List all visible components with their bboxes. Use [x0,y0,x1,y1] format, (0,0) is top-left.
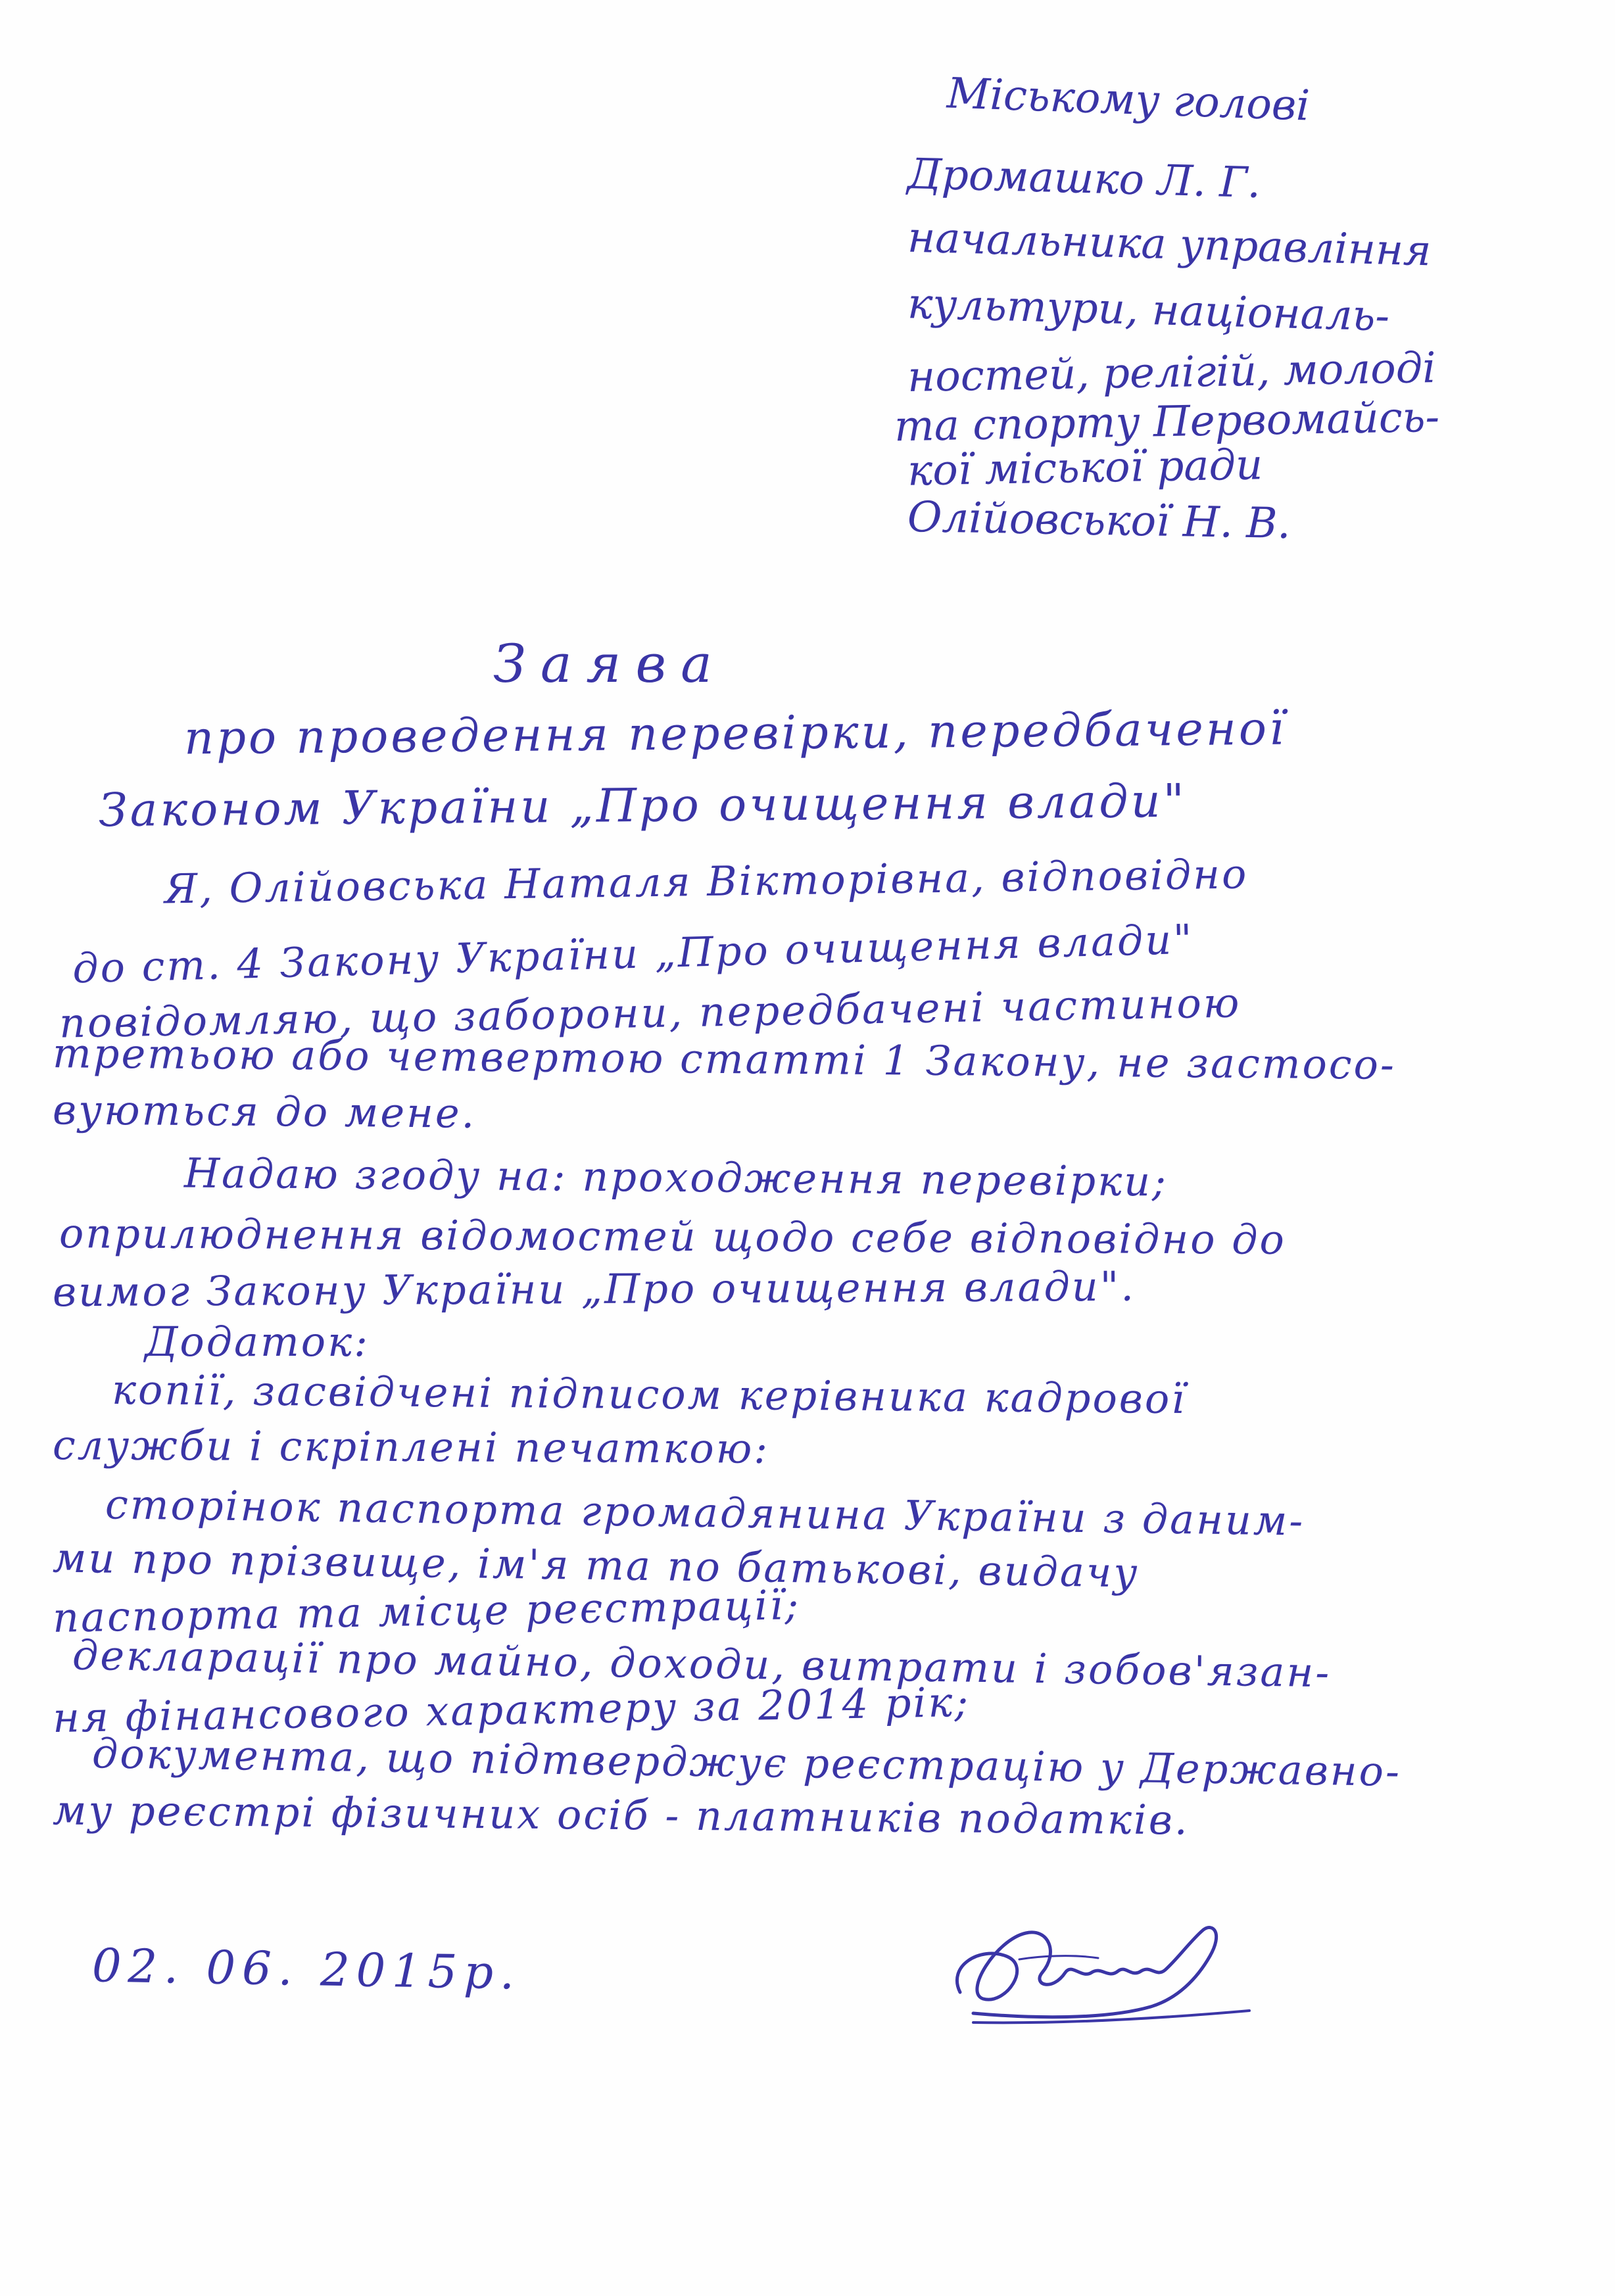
body-line: копії, засвідчені підписом керівника кадрової [111,1365,1187,1423]
body-line: третьою або четвертою статті 1 Закону, не застосо- [52,1029,1397,1089]
body-line: ми про прізвище, ім'я та по батькові, видачу [52,1533,1140,1597]
addressee-line: начальника управління [907,213,1432,276]
body-line: повідомляю, що заборони, передбачені частиною [59,978,1241,1047]
subject-line: про проведення перевірки, передбаченої [183,701,1287,765]
body-line: оприлюднення відомостей щодо себе відповідно до [59,1209,1287,1264]
body-line: Я, Олійовська Наталя Вікторівна, відповідно [164,849,1249,913]
signature [934,1894,1276,2045]
addressee-line: та спорту Первомайсь- [894,393,1440,452]
document-date: 02. 06. 2015р. [91,1938,522,2000]
body-line: служби і скріплені печаткою: [52,1421,770,1473]
body-line: до ст. 4 Закону України „Про очищення влади" [72,915,1195,993]
body-line: сторінок паспорта громадянина України з даним- [105,1480,1305,1545]
addressee-line: кої міської ради [907,441,1263,496]
body-line: документа, що підтверджує реєстрацію у Державно- [91,1729,1402,1796]
addressee-line: Олійовської Н. В. [907,492,1291,549]
body-line: вуються до мене. [52,1086,477,1137]
body-line: му реєстрі фізичних осіб - платників податків. [52,1786,1190,1844]
body-line: ня фінансового характеру за 2014 рік; [52,1677,971,1742]
subject-line: Законом України „Про очищення влади" [98,773,1188,838]
body-line: паспорта та місце реєстрації; [52,1581,801,1642]
addressee-line: культури, національ- [907,279,1390,341]
body-line: вимог Закону України „Про очищення влади". [52,1262,1136,1316]
body-line: декларації про майно, доходи, витрати і зобов'язан- [72,1631,1332,1697]
addressee-line: Дромашко Л. Г. [907,149,1262,208]
document-title: Заява [493,633,727,694]
addressee-line: Міському голові [946,69,1311,131]
body-line: Надаю згоду на: проходження перевірки; [183,1149,1169,1206]
body-line: Додаток: [145,1318,370,1366]
addressee-line: ностей, релігій, молоді [907,343,1437,402]
